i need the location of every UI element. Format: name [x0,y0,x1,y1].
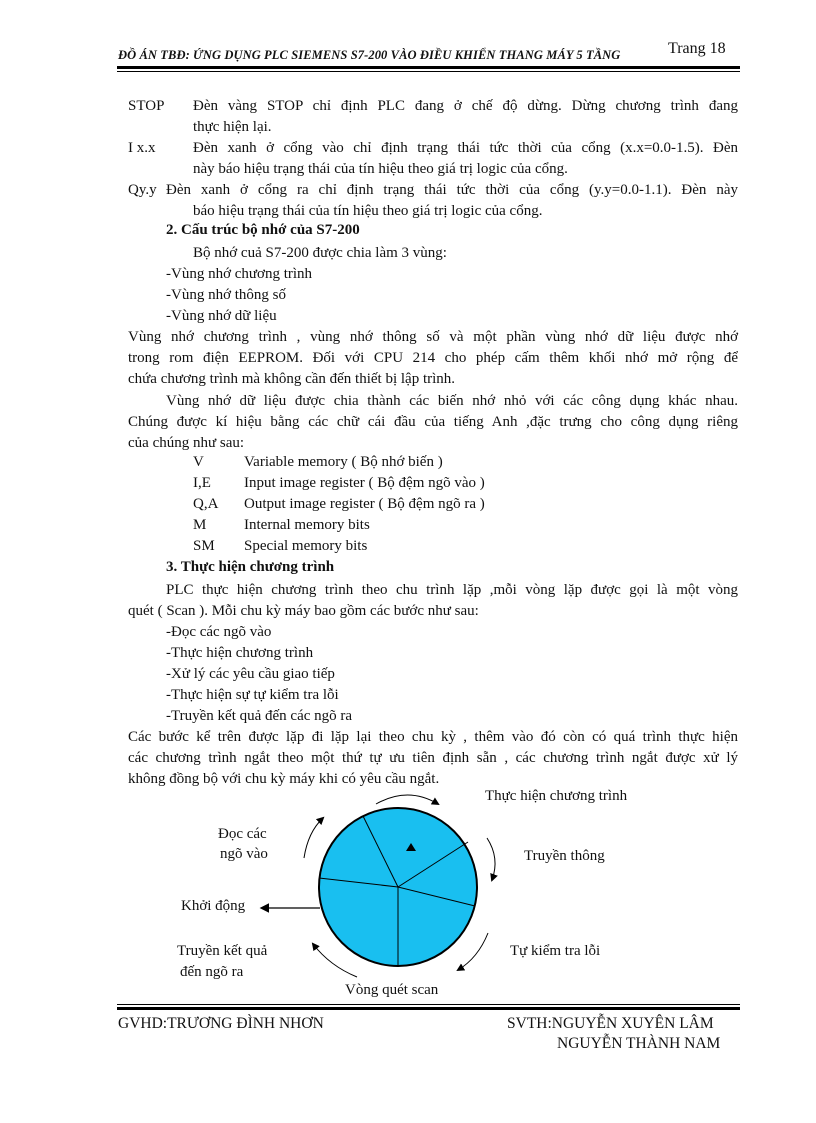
para-memory-2-line1: Vùng nhớ dữ liệu được chia thành các biến nhớ nhỏ với các công dụng khác nhau. [166,393,738,409]
arrow-right-lower [458,933,488,970]
para-memory-1-line1: Vùng nhớ chương trình , vùng nhớ thông số và một phần vùng nhớ dữ liệu được nhớ [128,329,738,345]
arrow-bottom-left [313,944,357,977]
memory-code: M [193,517,207,533]
memory-desc: Output image register ( Bộ đệm ngõ ra ) [244,496,485,512]
label-scan: Vòng quét scan [345,982,439,998]
para-cycle-line1: Các bước kể trên được lặp đi lặp lại theo chu kỳ , thêm vào đó còn có quá trình thực hiện [128,729,738,745]
led-term-output: Qy.y [128,182,157,198]
para-memory-2-line3: của chúng như sau: [128,435,245,451]
section2-intro: Bộ nhớ cuả S7-200 được chia làm 3 vùng: [193,245,447,261]
label-read-1: Đọc các [218,826,267,842]
led-desc-input-1: Đèn xanh ở cổng vào chỉ định trạng thái tức thời của cổng (x.x=0.0-1.5). Đèn [193,140,738,156]
memory-desc: Special memory bits [244,538,368,554]
para-cycle-line2: các chương trình ngắt theo một thứ tự ưu tiên định sẵn , các chương trình ngắt được xử lý [128,750,738,766]
footer-advisor: GVHD:TRƯƠNG ĐÌNH NHƠN [118,1015,324,1032]
position-marker [406,843,416,851]
led-term-input: I x.x [128,140,156,156]
led-desc-stop-1: Đèn vàng STOP chỉ định PLC đang ở chế độ dừng. Dừng chương trình đang [193,98,738,114]
step-item: -Truyền kết quả đến các ngõ ra [166,708,353,724]
label-start: Khởi động [181,898,246,914]
para-memory-2-line2: Chúng được kí hiệu bằng các chữ cái đầu của tiếng Anh ,đặc trưng cho công dụng riêng [128,414,738,430]
led-desc-input-2: này báo hiệu trạng thái của tín hiệu theo giá trị logic của cổng. [193,161,568,177]
header-rule-thin [117,71,740,72]
label-selfcheck: Tự kiểm tra lỗi [510,943,601,959]
label-program: Thực hiện chương trình [485,788,628,804]
memory-desc: Internal memory bits [244,517,370,533]
sector-line [398,842,468,887]
led-desc-stop-2: thực hiện lại. [193,119,272,135]
label-output-1: Truyền kết quả [177,943,268,959]
header-title: ĐỒ ÁN TBĐ: ỨNG DỤNG PLC SIEMENS S7-200 VÀO ĐIỀU KHIỂN THANG MÁY 5 TẦNG [118,48,621,62]
led-desc-output-1: Đèn xanh ở cổng ra chỉ định trạng thái tức thời của cổng (y.y=0.0-1.1). Đèn này [166,182,738,198]
memory-code: SM [193,538,215,554]
arrow-top [376,795,438,804]
cycle-arrows [304,795,495,977]
led-desc-output-2: báo hiệu trạng thái của tín hiệu theo giá trị logic của cổng. [193,203,543,219]
para-cycle-line3: không đồng bộ với chu kỳ máy khi có yêu cầu ngắt. [128,771,440,787]
arrow-right-upper [487,838,495,880]
led-term-stop: STOP [128,98,165,114]
footer-student-1: SVTH:NGUYỄN XUYÊN LÂM [507,1015,714,1032]
memory-desc: Variable memory ( Bộ nhớ biến ) [244,454,443,470]
section3-heading: 3. Thực hiện chương trình [166,559,335,575]
sector-line [398,887,475,906]
section2-heading: 2. Cấu trúc bộ nhớ của S7-200 [166,222,360,238]
para-scan-line2: quét ( Scan ). Mỗi chu kỳ máy bao gồm các bước như sau: [128,603,479,619]
memory-code: Q,A [193,496,219,512]
step-item: -Xử lý các yêu cầu giao tiếp [166,666,335,682]
disc-sectors [319,816,475,966]
footer-rule-thick [117,1007,740,1010]
para-memory-1-line3: chứa chương trình mà không cần đến thiết bị lập trình. [128,371,456,387]
label-output-2: đến ngõ ra [180,964,244,980]
page-number: Trang 18 [668,40,726,57]
label-comm: Truyền thông [524,848,605,864]
para-scan-line1: PLC thực hiện chương trình theo chu trình lặp ,mỗi vòng lặp được gọi là một vòng [166,582,738,598]
footer-rule-thin [117,1004,740,1005]
region-item: -Vùng nhớ dữ liệu [166,308,277,324]
step-item: -Thực hiện chương trình [166,645,314,661]
sector-line [363,816,398,887]
memory-desc: Input image register ( Bộ đệm ngõ vào ) [244,475,485,491]
sector-line [319,878,398,887]
label-read-2: ngõ vào [220,846,268,862]
step-item: -Thực hiện sự tự kiểm tra lỗi [166,687,339,703]
region-item: -Vùng nhớ thông số [166,287,287,303]
step-item: -Đọc các ngõ vào [166,624,272,640]
memory-code: V [193,454,204,470]
header-rule-thick [117,66,740,69]
para-memory-1-line2: trong rom điện EEPROM. Đối với CPU 214 cho phép cấm thêm khối nhớ mở rộng để [128,350,738,366]
footer-student-2: NGUYỄN THÀNH NAM [557,1035,721,1052]
scan-cycle-disc [319,808,477,966]
arrow-left-upper [304,818,323,858]
region-item: -Vùng nhớ chương trình [166,266,313,282]
memory-code: I,E [193,475,211,491]
